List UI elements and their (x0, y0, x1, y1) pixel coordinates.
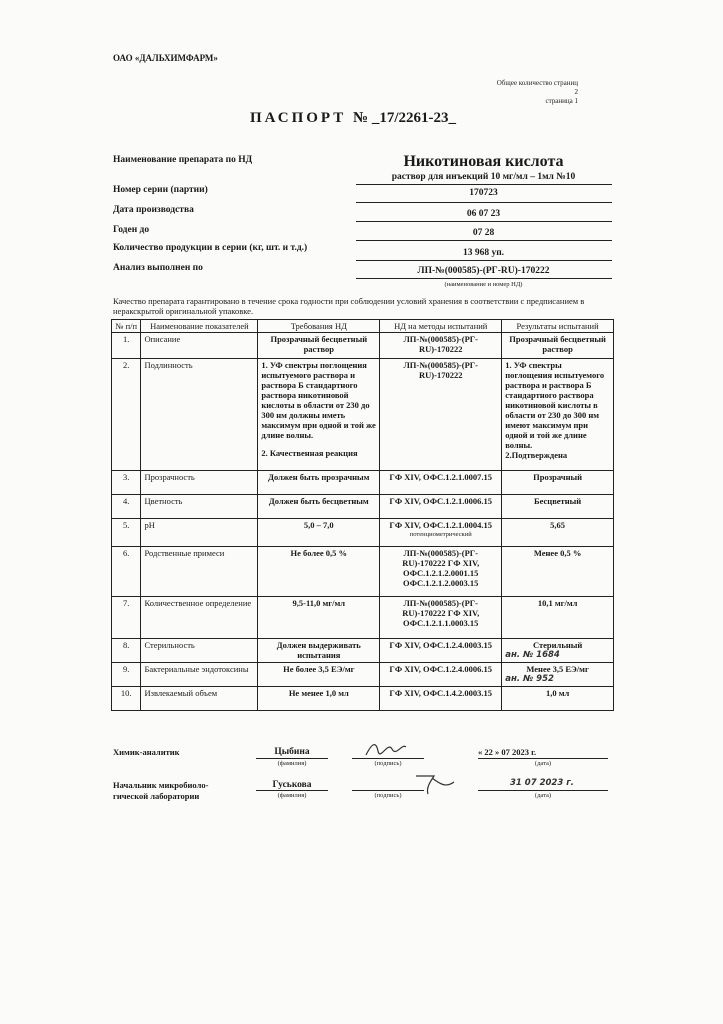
date-note: (дата) (534, 792, 552, 799)
row-number: 3. (112, 471, 141, 495)
result: 5,65 (502, 519, 614, 547)
divider (352, 790, 424, 791)
requirement: 5,0 – 7,0 (258, 519, 380, 547)
parameter-name: Описание (141, 333, 258, 359)
analysis-number: ан. № 1684 (505, 650, 560, 660)
company-name: ОАО «ДАЛЬХИМФАРМ» (113, 53, 218, 63)
header-results: Результаты испытаний (502, 320, 614, 333)
name-label: Наименование препарата по НД (113, 155, 253, 165)
requirement: Должен быть прозрачным (258, 471, 380, 495)
document-title (250, 110, 456, 127)
divider (356, 184, 612, 185)
lab-head-date: 31 07 2023 г. (510, 778, 574, 788)
valid-until-label: Годен до (113, 225, 150, 235)
parameter-name: Родственные примеси (141, 547, 258, 597)
requirement-2: 2. Качественная реакция (261, 448, 358, 458)
surname-note: (фамилия) (277, 792, 307, 799)
test-results-table (111, 319, 614, 711)
result: Менее 0,5 % (502, 547, 614, 597)
method: ГФ XIV, ОФС.1.2.1.0007.15 (380, 471, 502, 495)
method: ГФ XIV, ОФС.1.2.1.0006.15 (380, 495, 502, 519)
row-number: 2. (112, 359, 141, 471)
row-number: 5. (112, 519, 141, 547)
header-parameter: Наименование показателей (141, 320, 258, 333)
method: ЛП-№(000585)-(РГ-RU)-170222 (380, 359, 502, 471)
table-header-row (112, 320, 614, 333)
result: Стерильный (532, 640, 583, 650)
parameter-name: Прозрачность (141, 471, 258, 495)
divider (478, 758, 608, 759)
title-number: № _17/2261-23_ (353, 110, 457, 126)
series-value: 170723 (469, 188, 498, 198)
date-note: (дата) (534, 760, 552, 767)
valid-until-value: 07 28 (472, 228, 495, 238)
row-number: 9. (112, 663, 141, 687)
divider (256, 758, 328, 759)
chemist-name: Цыбина (274, 747, 310, 757)
method: ЛП-№(000585)-(РГ-RU)-170222 ГФ XIV, ОФС.1.2.1.1.0003.15 (380, 597, 502, 639)
method: ГФ XIV, ОФС.1.2.1.0004.15 (389, 520, 493, 530)
production-date-label: Дата производства (113, 205, 194, 215)
requirement: 1. УФ спектры поглощения испытуемого раствора и раствора Б стандартного раствора никотиновой кислоты в области от 230 до 300 нм должны иметь максимум при одной и той же длине волны. (261, 360, 376, 440)
table-row (112, 597, 614, 639)
series-label: Номер серии (партии) (113, 185, 208, 195)
table-row (112, 547, 614, 597)
result: 1. УФ спектры поглощения испытуемого раствора и раствора Б стандартного раствора никотиновой кислоты в области от 230 до 300 нм имеют максимум при одной и той же длине волны. (505, 360, 605, 450)
table-row (112, 663, 614, 687)
surname-note: (фамилия) (277, 760, 307, 767)
method-note: потенциометрический (409, 531, 472, 538)
divider (256, 790, 328, 791)
method: ЛП-№(000585)-(РГ-RU)-170222 (380, 333, 502, 359)
table-row (112, 495, 614, 519)
requirement: 9,5-11,0 мг/мл (258, 597, 380, 639)
requirement: Не менее 1,0 мл (258, 687, 380, 711)
method: ГФ XIV, ОФС.1.2.4.0006.15 (380, 663, 502, 687)
signature-note: (подпись) (374, 760, 402, 767)
row-number: 4. (112, 495, 141, 519)
page-count (492, 79, 578, 106)
row-number: 7. (112, 597, 141, 639)
analysis-value: ЛП-№(000585)-(РГ-RU)-170222 (417, 266, 550, 276)
analysis-number: ан. № 952 (505, 674, 554, 684)
result: Прозрачный бесцветный раствор (502, 333, 614, 359)
row-number: 6. (112, 547, 141, 597)
table-row (112, 519, 614, 547)
table-row (112, 639, 614, 663)
header-requirements: Требования НД (258, 320, 380, 333)
parameter-name: Стерильность (141, 639, 258, 663)
header-number: № п/п (112, 320, 141, 333)
method: ЛП-№(000585)-(РГ-RU)-170222 ГФ XIV, ОФС.1.2.1.2.0001.15 ОФС.1.2.1.2.0003.15 (380, 547, 502, 597)
result: 1,0 мл (502, 687, 614, 711)
divider (356, 202, 612, 203)
title-word: ПАСПОРТ (250, 110, 347, 126)
requirement: Не более 0,5 % (258, 547, 380, 597)
result: Менее 3,5 ЕЭ/мг (526, 664, 589, 674)
lab-head-label-1: Начальник микробиоло- (113, 780, 209, 790)
parameter-name: Количественное определение (141, 597, 258, 639)
header-methods: НД на методы испытаний (380, 320, 502, 333)
requirement: Не более 3,5 ЕЭ/мг (258, 663, 380, 687)
divider (356, 278, 612, 279)
requirement: Должен выдерживать испытания (258, 639, 380, 663)
parameter-name: Подлинность (141, 359, 258, 471)
analysis-label: Анализ выполнен по (113, 263, 203, 273)
table-row (112, 333, 614, 359)
row-number: 8. (112, 639, 141, 663)
divider (352, 758, 424, 759)
requirement: Должен быть бесцветным (258, 495, 380, 519)
divider (356, 221, 612, 222)
result: 10,1 мг/мл (502, 597, 614, 639)
parameter-name: Цветность (141, 495, 258, 519)
chemist-label: Химик-аналитик (113, 747, 180, 757)
parameter-name: Извлекаемый объем (141, 687, 258, 711)
lab-head-label-2: гической лаборатории (113, 791, 200, 801)
quantity-label: Количество продукции в серии (кг, шт. и т.д.) (113, 243, 308, 253)
drug-name: Никотиновая кислота (403, 153, 564, 170)
production-date-value: 06 07 23 (466, 209, 501, 219)
quality-statement: Качество препарата гарантировано в течение срока годности при соблюдении условий хранения в соответствии с предписанием в неракскрытой оригинальной упаковке. (113, 296, 585, 316)
drug-form: раствор для инъекций 10 мг/мл – 1мл №10 (391, 172, 576, 182)
table-row (112, 687, 614, 711)
row-number: 10. (112, 687, 141, 711)
signature-note: (подпись) (374, 792, 402, 799)
table-row (112, 359, 614, 471)
divider (356, 240, 612, 241)
divider (478, 790, 608, 791)
table-row (112, 471, 614, 495)
analysis-note: (наименование и номер НД) (444, 281, 523, 288)
divider (356, 260, 612, 261)
requirement: Прозрачный бесцветный раствор (258, 333, 380, 359)
row-number: 1. (112, 333, 141, 359)
chemist-date: « 22 » 07 2023 г. (478, 747, 537, 757)
method: ГФ XIV, ОФС.1.2.4.0003.15 (380, 639, 502, 663)
total-pages: Общее количество страниц 2 (496, 79, 578, 96)
result-2: 2.Подтверждена (505, 450, 568, 460)
lab-head-name: Гуськова (272, 780, 312, 790)
result: Прозрачный (502, 471, 614, 495)
quantity-value: 13 968 уп. (462, 248, 505, 258)
method: ГФ XIV, ОФС.1.4.2.0003.15 (380, 687, 502, 711)
result: Бесцветный (502, 495, 614, 519)
parameter-name: pH (141, 519, 258, 547)
page-number: страница 1 (545, 97, 578, 105)
parameter-name: Бактериальные эндотоксины (141, 663, 258, 687)
